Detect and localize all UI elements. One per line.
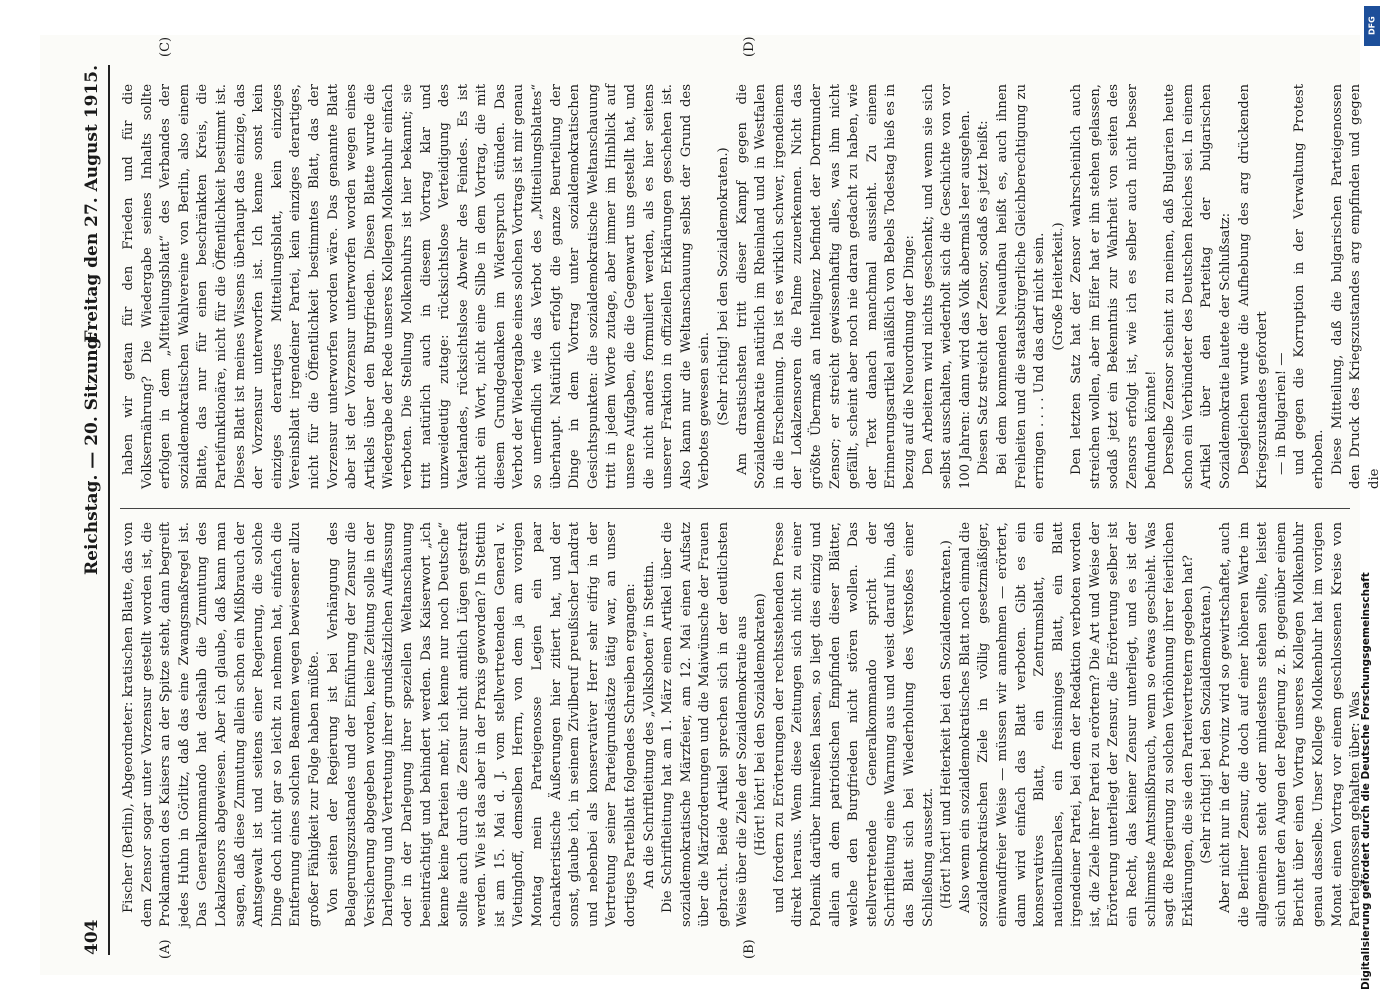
quote: Bei dem kommenden Neuaufbau heißt es, auch ihnen Freiheiten und die staatsbürgerliche Gleichberechtigung zu erringen . . . . Und das darf nicht sein. xyxy=(994,84,1048,489)
header-rule xyxy=(108,65,110,955)
paragraph: Also wenn ein sozialdemokratisches Blatt noch einmal die sozialdemokratischen Ziele in völlig gesetzmäßiger, einwandfreier Weise — müssen wir annehmen — erörtert, dann wird einfach das Blatt verboten. Gibt es ein konservatives Blatt, ein Zentrumsblatt, ein nationalliberales, ein freisinniges Blatt, ein Blatt irgendeiner Partei, bei dem der Redaktion verboten worden ist, die Ziele ihrer Partei zu erörtern? Die Art und Weise der Erörterung unterliegt der Zensur, die Erörterung selber ist ein Recht, das keiner Zensur unterliegt, und es ist der schlimmste Amtsmißbrauch, wenn so etwas geschieht. Was sagt die Regierung zu solchen Verhöhnung ihrer feierlichen Erklärungen, die sie den Parteivertretern gegeben hat? xyxy=(957,522,1196,927)
session-title: Reichstag. — 20. Sitzung. xyxy=(82,331,102,575)
margin-marker-a: (A) xyxy=(158,939,173,959)
paragraph: Derselbe Zensor scheint zu meinen, daß Bulgarien heute schon ein Verbündeter des Deutschen Reiches sei. In einem Artikel über den Parteitag der bulgarischen Sozialdemokratie lautete der Schlußsatz: xyxy=(1162,84,1234,489)
paragraph: Aber nicht nur in der Provinz wird so gewirtschaftet, auch die Berliner Zensur, die doch auf einer höheren Warte im allgemeinen steht oder mindestens stehen sollte, leistet sich unter den Augen der Regierung z. B. gegenüber einem Bericht über einen Vortrag unseres Kollegen Molkenbuhr genau dasselbe. Unser Kollege Molkenbuhr hat im vorigen Monat einen Vortrag vor einem geschlossenen Kreise von Parteigenossen gehalten über: Was xyxy=(1218,521,1364,927)
right-text-column xyxy=(120,84,1382,489)
interjection: (Hört! hört! bei den Sozialdemokraten) xyxy=(753,593,769,856)
paragraph: Von seiten der Regierung ist bei Verhängung des Belagerungszustandes und der Einführung der Zensur die Versicherung abgegeben worden, keine Zeitung solle in der Darlegung und Vertretung ihrer grundsätzlichen Auffassung oder in der Darlegung ihrer speziellen Weltanschauung beeinträchtigt und behindert werden. Das Kaiserwort „ich kenne keine Parteien mehr, ich kenne nur noch Deutsche“ sollte auch durch die Zensur nicht amtlich Lügen gestraft werden. Wie ist das aber in der Praxis geworden? In Stettin ist am 15. Mai d. J. vom stellvertretenden General v. Vietinghoff, demselben Herrn, von dem ja am vorigen Montag mein Parteigenosse Legien ein paar charakteristische Äußerungen hier zitiert hat, und der sonst, glaube ich, in seinem Zivilberuf preußischer Landrat und nebenbei als konservativer Herr sehr eifrig in der Vertretung seiner Parteigrundsätze tätig war, an unser dortiges Parteiblatt folgendes Schreiben ergangen: xyxy=(325,522,639,927)
paragraph: Diesen Satz streicht der Zensor, sodaß es jetzt heißt: xyxy=(976,120,992,475)
paragraph: Am drastischsten tritt dieser Kampf gegen die Sozialdemokratie natürlich im Rheinland und in Westfalen in die Erscheinung. Da ist es wirklich schwer, irgendeinem der Lokalzensoren die Palme zuzuerkennen. Nicht das größte Übermaß an Intelligenz befindet der Dortmunder Zensor; er streicht gewissenhaftig alles, was ihm nicht gefällt, scheint aber noch nie daran gedacht zu haben, wie der Text danach manchmal aussieht. Zu einem Erinnerungsartikel anläßlich von Bebels Todestag hieß es in bezug auf die Neuordnung der Dinge: xyxy=(734,84,917,489)
page-number: 404 xyxy=(82,919,102,955)
margin-marker-c: (C) xyxy=(158,36,173,57)
paragraph: An die Schriftleitung des „Volksboten“ in Stettin. xyxy=(641,560,657,889)
interjection: (Große Heiterkeit.) xyxy=(1050,222,1066,351)
quote: — in Bulgarien! — xyxy=(1273,352,1289,475)
paragraph: Diese Mitteilung, daß die bulgarischen Parteigenossen den Druck des Kriegszustandes arg empfinden und gegen die xyxy=(1329,84,1382,489)
paragraph: Fischer (Berlin), Abgeordneter: kratischen Blatte, das von dem Zensor sogar unter Vorzensur gestellt worden ist, die Proklamation des Kaisers an der Spitze steht, dann begreift jedes Huhn in Görlitz, daß das eine Zwangsmaßregel ist. Das Generalkommando hat deshalb die Zumutung des Lokalzensors abgewiesen. Aber ich glaube, daß kann man sagen, daß diese Zumutung allein schon ein Mißbrauch der Amtsgewalt ist und seitens einer Regierung, die solche Dinge doch nicht gar so leicht zu nehmen hat, einfach die Entfernung eines solchen Beamten wegen bewiesener allzu großer Fähigkeit zur Folge haben müßte. xyxy=(121,522,322,927)
column-divider xyxy=(120,508,1350,509)
interjection: (Sehr richtig! bei den Sozialdemokraten.) xyxy=(1199,585,1215,864)
margin-marker-b: (B) xyxy=(742,939,757,959)
interjection: (Sehr richtig! bei den Sozialdemokraten.) xyxy=(716,147,731,426)
left-text-column xyxy=(120,521,1364,927)
digitization-credit: Digitalisierung gefördert durch die Deutsche Forschungsgemeinschaft xyxy=(1360,572,1372,990)
margin-marker-d: (D) xyxy=(742,36,757,57)
quote: Desgleichen wurde die Aufhebung des arg drückenden Kriegszustandes gefordert xyxy=(1236,84,1271,489)
quote: und gegen die Korruption in der Verwaltung Protest erhoben. xyxy=(1292,84,1326,489)
paragraph: haben wir getan für den Frieden und für die Volksernährung? Die Wiedergabe seines Inhalts sollte erfolgen in dem „Mitteilungsblatt“ des Verbandes der sozialdemokratischen Wahlvereine von Berlin, also einem Blatte, das nur für einen beschränkten Kreis, die Parteifunktionäre, nicht für die Öffentlichkeit bestimmt ist. Dieses Blatt ist meines Wissens überhaupt das einzige, das der Vorzensur unterworfen ist. Ich kenne sonst kein einziges derartiges Mitteilungsblatt, kein einziges Vereinsblatt irgendeiner Partei, kein einziges derartiges, nicht für die Öffentlichkeit bestimmtes Blatt, das der Vorzensur unterworfen worden wäre. Das genannte Blatt aber ist der Vorzensur unterworfen worden wegen eines Artikels über den Burgfrieden. Diesen Blatte wurde die Wiedergabe der Rede unseres Kollegen Molkenbuhr einfach verboten. Die Stellung Molkenbuhrs ist hier bekannt; sie tritt natürlich auch in diesem Vortrag klar und unzweideutig zutage: rücksichtslose Verteidigung des Vaterlandes, rücksichtslose Abwehr des Feindes. Es ist nicht ein Wort, nicht eine Silbe in dem Vortrag, die mit diesem Grundgedanken im Widerspruch stünden. Das Verbot der Wiedergabe eines solchen Vortrags ist mir genau so unerfindlich wie das Verbot des „Mitteilungsblattes“ überhaupt. Natürlich erfolgt die ganze Beurteilung der Dinge in dem Vortrag unter sozialdemokratischen Gesichtspunkten: die sozialdemokratische Weltanschauung tritt in jedem Worte zutage, aber immer im Hinblick auf unsere Aufgaben, die die Gegenwart uns gestellt hat, und die nicht anders formuliert werden, als es hier seitens unserer Fraktion in offiziellen Erklärungen geschehen ist. Also kann nur die Weltanschauung selbst der Grund des Verbotes gewesen sein. xyxy=(121,84,713,489)
paragraph: Die Schriftleitung hat am 1. März einen Artikel über die sozialdemokratische Märzfeier, am 12. Mai einen Aufsatz über die Märzforderungen und die Maiwünsche der Frauen gebracht. Beide Artikel sprechen sich in der deutlichsten Weise über die Ziele der Sozialdemokratie aus xyxy=(660,522,750,927)
paragraph: und fordern zu Erörterungen der rechtsstehenden Presse direkt heraus. Wenn diese Zeitungen sich nicht zu einer Polemik darüber hinreißen lassen, so liegt dies einzig und allein an dem patriotischen Empfinden dieser Blätter, welche den Burgfrieden nicht stören wollen. Das stellvertretende Generalkommando spricht der Schriftleitung eine Warnung aus und weist darauf hin, daß das Blatt sich bei Wiederholung des Verstoßes einer Schließung aussetzt. xyxy=(771,522,936,927)
quote: Den Arbeitern wird nichts geschenkt; und wenn sie sich selbst ausschalten, wiederholt sich die Geschichte von vor 100 Jahren: dann wird das Volk abermals leer ausgehen. xyxy=(920,84,973,489)
interjection: (Hört! hört! und Heiterkeit bei den Sozialdemokraten.) xyxy=(939,540,955,909)
session-date: Freitag den 27. August 1915. xyxy=(82,65,102,343)
dfg-logo-icon: DFG xyxy=(1364,6,1380,46)
paragraph: Den letzten Satz hat der Zensor wahrscheinlich auch streichen wollen, aber im Eifer hat er ihn stehen gelassen, sodaß jetzt ein Bekenntnis zur Wahrheit von seiten des Zensors erfolgt ist, wie ich es selber auch nicht besser befunden könnte! xyxy=(1069,84,1159,489)
